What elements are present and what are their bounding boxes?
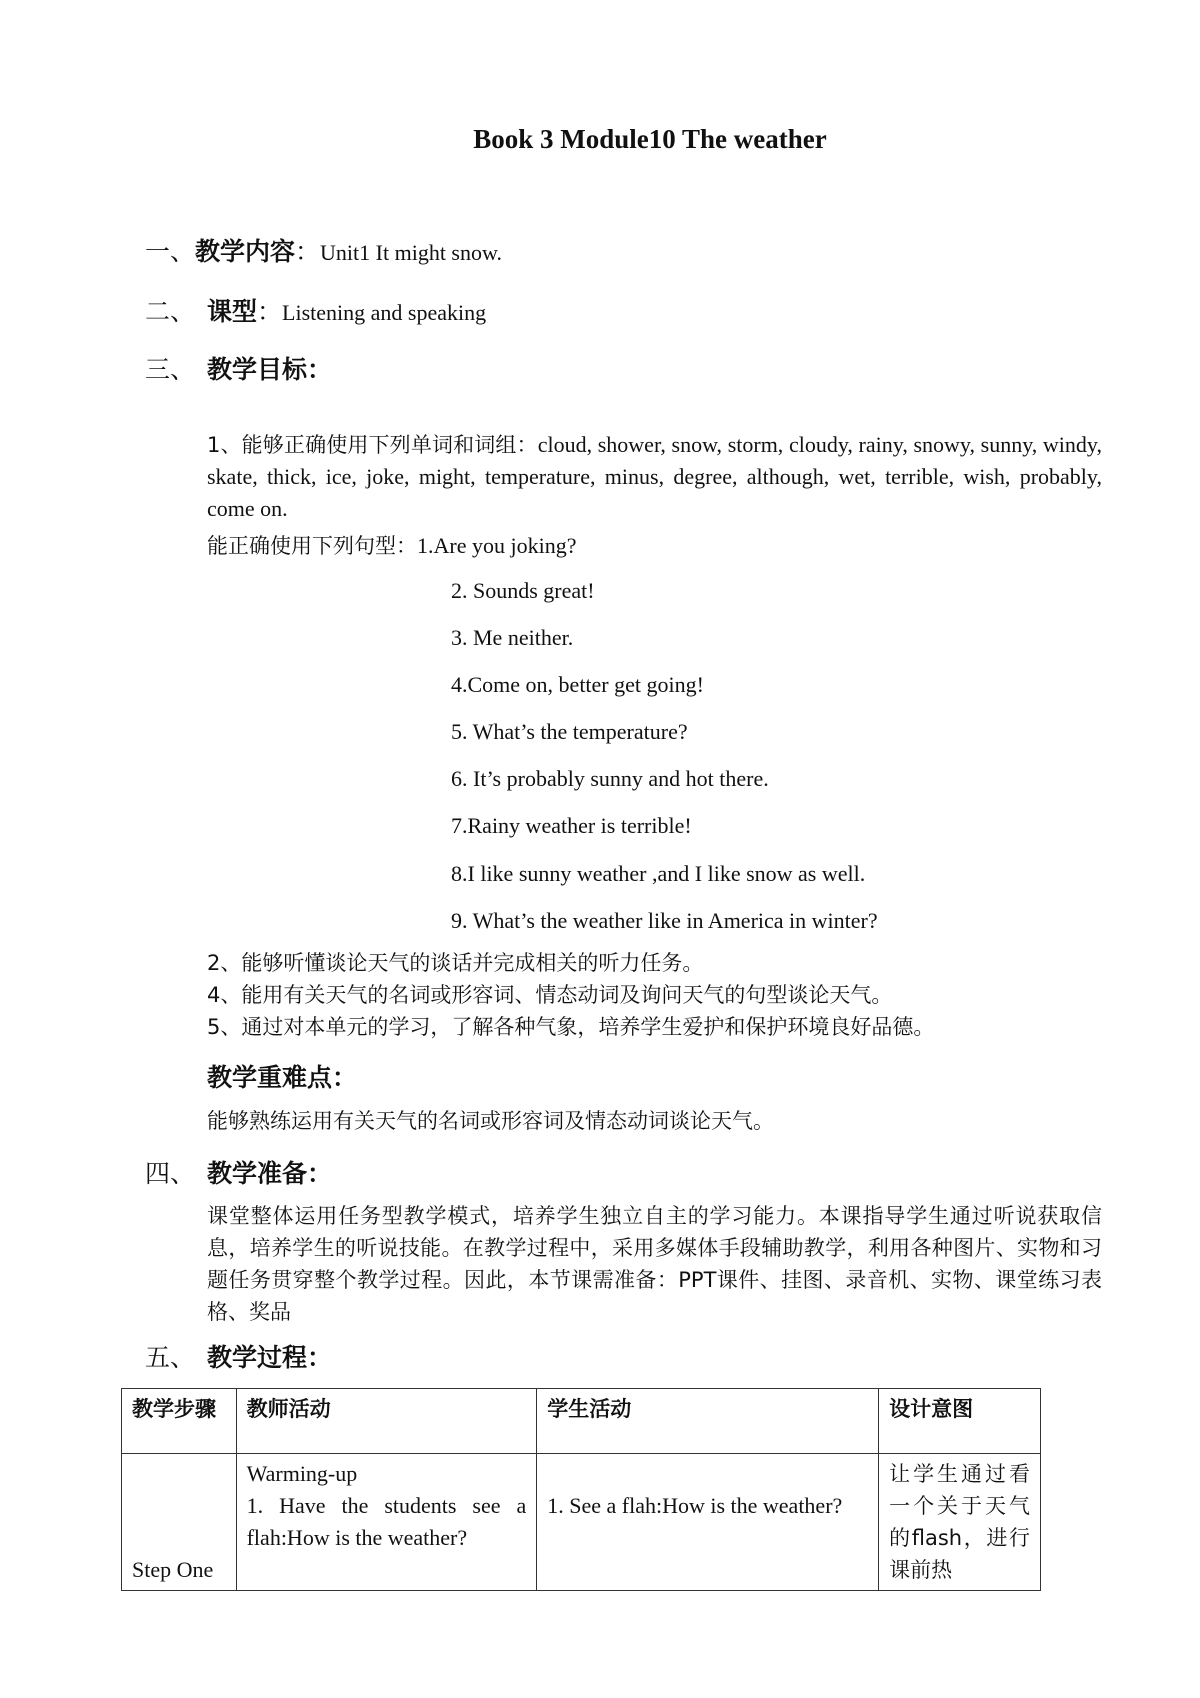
section-heading: 课型	[207, 297, 258, 326]
student-activity-text: 1. See a flah:How is the weather?	[547, 1493, 843, 1518]
teacher-activity-title: Warming-up	[246, 1461, 358, 1486]
section-lesson-type	[145, 292, 486, 328]
cell-step: Step One	[122, 1454, 237, 1591]
objective-item-2: 2、能够听懂谈论天气的谈话并完成相关的听力任务。	[207, 951, 704, 975]
section-number: 五、	[145, 1343, 196, 1372]
preparation-text: 课堂整体运用任务型教学模式，培养学生独立自主的学习能力。本课指导学生通过听说获取信息，培养学生的听说技能。在教学过程中，采用多媒体手段辅助教学，利用各种图片、实物和习题任务贯穿整个教学过程。因此，本节课需准备：PPT课件、挂图、录音机、实物、课堂练习表格、奖品	[207, 1204, 1102, 1324]
objective-item-4: 4、能用有关天气的名词或形容词、情态动词及询问天气的句型谈论天气。	[207, 983, 893, 1007]
section-heading: 教学内容	[195, 237, 296, 266]
table-row	[122, 1454, 1041, 1591]
key-points-text: 能够熟练运用有关天气的名词或形容词及情态动词谈论天气。	[207, 1109, 774, 1133]
section-heading: 教学目标	[207, 355, 308, 384]
section-colon: ：	[257, 297, 283, 326]
objective-item-1	[207, 429, 1102, 525]
section-heading: 教学准备	[207, 1159, 308, 1188]
objective-item-1-prefix: 1、能够正确使用下列单词和词组：	[207, 433, 538, 457]
key-points-heading	[207, 1058, 357, 1094]
section-teaching-content	[145, 232, 502, 268]
patterns-intro-line	[207, 530, 1102, 562]
sentence-pattern-1: 1.Are you joking?	[417, 533, 577, 558]
sentence-pattern-7: 7.Rainy weather is terrible!	[451, 813, 692, 838]
sentence-pattern-8: 8.I like sunny weather ,and I like snow as well.	[451, 861, 866, 886]
key-points-heading-text: 教学重难点	[207, 1063, 333, 1092]
section-heading: 教学过程	[207, 1343, 308, 1372]
sentence-pattern-9: 9. What’s the weather like in America in winter?	[451, 908, 878, 933]
section-preparation	[145, 1154, 332, 1190]
key-points-colon: ：	[332, 1063, 358, 1092]
cell-design-intent: 让学生通过看一个关于天气的flash，进行课前热	[879, 1454, 1041, 1591]
patterns-intro: 能正确使用下列句型：	[207, 534, 417, 558]
sentence-pattern-6: 6. It’s probably sunny and hot there.	[451, 766, 769, 791]
cell-student-activity	[537, 1454, 879, 1591]
section-process	[145, 1338, 332, 1374]
objective-item-5: 5、通过对本单元的学习，了解各种气象，培养学生爱护和保护环境良好品德。	[207, 1015, 935, 1039]
cell-teacher-activity	[236, 1454, 537, 1591]
section-colon: ：	[307, 355, 333, 384]
section-colon: ：	[307, 1159, 333, 1188]
section-number: 四、	[145, 1159, 196, 1188]
sentence-pattern-5: 5. What’s the temperature?	[451, 719, 688, 744]
section-objectives	[145, 350, 332, 386]
sentence-pattern-2: 2. Sounds great!	[451, 578, 595, 603]
header-step: 教学步骤	[122, 1389, 237, 1454]
section-colon: ：	[295, 237, 321, 266]
sentence-pattern-3: 3. Me neither.	[451, 625, 574, 650]
section-number: 三、	[145, 355, 196, 384]
objective-item-1-words: cloud, shower, snow, storm, cloudy, rainy, snowy, sunny, windy, skate, thick, ice, joke, might, temperature, minus, degree, although, wet, terrible, wish, probably, come on.	[207, 432, 1102, 521]
section-number: 二、	[145, 297, 196, 326]
header-design-intent: 设计意图	[879, 1389, 1041, 1454]
teaching-process-table	[121, 1388, 1041, 1591]
header-student-activity: 学生活动	[537, 1389, 879, 1454]
teacher-activity-text: 1. Have the students see a flah:How is the weather?	[246, 1493, 527, 1550]
section-number: 一、	[145, 237, 196, 266]
section-colon: ：	[307, 1343, 333, 1372]
header-teacher-activity: 教师活动	[236, 1389, 537, 1454]
sentence-pattern-4: 4.Come on, better get going!	[451, 672, 704, 697]
section-value: Listening and speaking	[282, 300, 487, 325]
section-value: Unit1 It might snow.	[320, 240, 502, 265]
document-title: Book 3 Module10 The weather	[473, 124, 827, 154]
table-header-row	[122, 1389, 1041, 1454]
